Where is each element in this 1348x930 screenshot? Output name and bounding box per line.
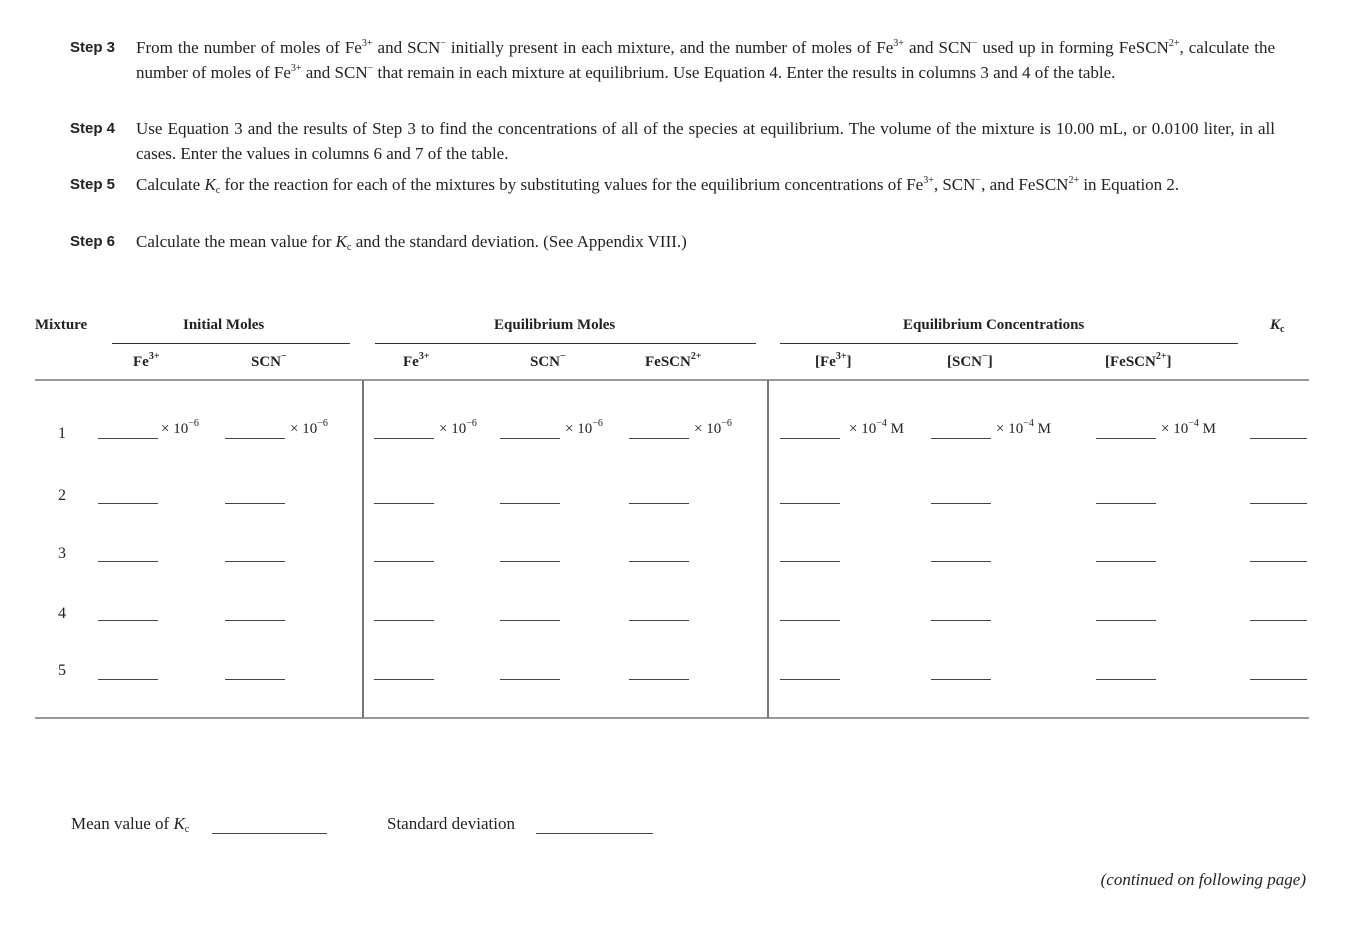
blank-field[interactable] [500,438,560,439]
row-number: 3 [58,545,66,562]
unit-label: × $10^{-4}$ M [849,418,904,437]
step-4 [70,116,1275,166]
col-header-eq-fe: $Fe^{3+}$ [403,351,430,370]
group-header-equilibrium-moles: Equilibrium Moles [494,317,616,333]
blank-field[interactable] [98,503,158,504]
blank-field[interactable] [1096,679,1156,680]
col-header-conc-fe: $[Fe^{3+}]$ [815,351,852,370]
blank-field[interactable] [225,438,285,439]
blank-field[interactable] [500,620,560,621]
blank-field[interactable] [374,679,434,680]
blank-field[interactable] [931,620,991,621]
blank-field[interactable] [931,503,991,504]
blank-field[interactable] [1250,561,1307,562]
blank-field[interactable] [374,561,434,562]
col-header-conc-scn: [SCN−] [947,351,993,370]
step-3 [70,35,1275,85]
col-header-conc-fescn: [FeSCN$^{2+}$] [1105,351,1172,370]
blank-field[interactable] [98,679,158,680]
blank-field[interactable] [1096,561,1156,562]
mean-kc-label: Mean value of $K_c$ [71,814,190,835]
blank-field[interactable] [1250,503,1307,504]
step-5 [70,172,1275,197]
group-rule-equilibrium-conc [780,343,1238,344]
unit-label: × $10^{-6}$ [290,418,328,437]
blank-field[interactable] [1096,620,1156,621]
step-label: Step 5 [70,176,116,193]
step-label: Step 6 [70,233,116,250]
step-text: Calculate the mean value for $K_c$ and the standard deviation. (See Appendix VIII.) [136,232,687,253]
unit-label: × $10^{-6}$ [694,418,732,437]
col-header-eq-fescn: FeSCN$^{2+}$ [645,351,702,370]
blank-field[interactable] [1250,438,1307,439]
blank-field[interactable] [225,620,285,621]
blank-field[interactable] [500,561,560,562]
blank-field[interactable] [225,561,285,562]
table-top-rule [35,379,1309,381]
group-rule-initial [112,343,350,344]
blank-field[interactable] [780,561,840,562]
row-number: 1 [58,425,66,442]
blank-field[interactable] [780,679,840,680]
step-text: Use Equation 3 and the results of Step 3 to find the concentrations of all of the species at equilibrium. The volume of the mixture is 10.00 mL, or 0.0100 liter, in all cases. Enter the values in columns 6 and 7 of the table. [136,119,1275,163]
kc-header: $K_c$ [1270,317,1285,335]
row-number: 5 [58,662,66,679]
blank-field[interactable] [1096,503,1156,504]
blank-field[interactable] [629,620,689,621]
row-number: 2 [58,487,66,504]
blank-field[interactable] [629,679,689,680]
blank-field[interactable] [98,561,158,562]
unit-label: × $10^{-4}$ M [996,418,1051,437]
table-divider-1 [362,380,364,718]
unit-label: × $10^{-6}$ [161,418,199,437]
standard-deviation-label: Standard deviation [387,814,515,833]
mixture-header: Mixture [35,317,88,333]
col-header-initial-fe: $Fe^{3+}$ [133,351,160,370]
step-text: Calculate $K_c$ for the reaction for each of the mixtures by substituting values for the equilibrium concentrations of $Fe^{3+}$, SCN−, and FeSCN$^{2+}$ in Equation 2. [136,175,1180,196]
blank-field[interactable] [629,438,689,439]
blank-field[interactable] [225,679,285,680]
blank-field[interactable] [1250,620,1307,621]
blank-field[interactable] [931,438,991,439]
blank-field[interactable] [500,503,560,504]
standard-deviation-field[interactable] [536,833,653,834]
mean-kc-field[interactable] [212,833,327,834]
blank-field[interactable] [374,438,434,439]
unit-label: × $10^{-6}$ [565,418,603,437]
row-number: 4 [58,605,66,622]
continued-note: (continued on following page) [1100,870,1306,889]
table-bottom-rule [35,717,1309,719]
blank-field[interactable] [1096,438,1156,439]
blank-field[interactable] [98,438,158,439]
col-header-eq-scn: SCN− [530,351,566,370]
blank-field[interactable] [780,438,840,439]
blank-field[interactable] [780,503,840,504]
blank-field[interactable] [500,679,560,680]
blank-field[interactable] [629,503,689,504]
step-label: Step 3 [70,39,116,56]
blank-field[interactable] [629,561,689,562]
group-header-initial-moles: Initial Moles [183,317,265,333]
blank-field[interactable] [374,503,434,504]
blank-field[interactable] [1250,679,1307,680]
unit-label: × $10^{-4}$ M [1161,418,1216,437]
group-header-equilibrium-concentrations: Equilibrium Concentrations [903,317,1085,333]
step-6 [70,229,1275,254]
step-label: Step 4 [70,120,116,137]
blank-field[interactable] [98,620,158,621]
table-divider-2 [767,380,769,718]
blank-field[interactable] [225,503,285,504]
blank-field[interactable] [931,679,991,680]
blank-field[interactable] [931,561,991,562]
unit-label: × $10^{-6}$ [439,418,477,437]
group-rule-equilibrium-moles [375,343,756,344]
step-text: From the number of moles of $Fe^{3+}$ and SCN− initially present in each mixture, and the number of moles of $Fe^{3+}$ and SCN− used up in forming FeSCN$^{2+}$, calculate the number of moles of $Fe^{3+}$ and SCN− that remain in each mixture at equilibrium. Use Equation 4. Enter the results in columns 3 and 4 of the table. [136,38,1275,82]
blank-field[interactable] [780,620,840,621]
col-header-initial-scn: SCN− [251,351,287,370]
blank-field[interactable] [374,620,434,621]
